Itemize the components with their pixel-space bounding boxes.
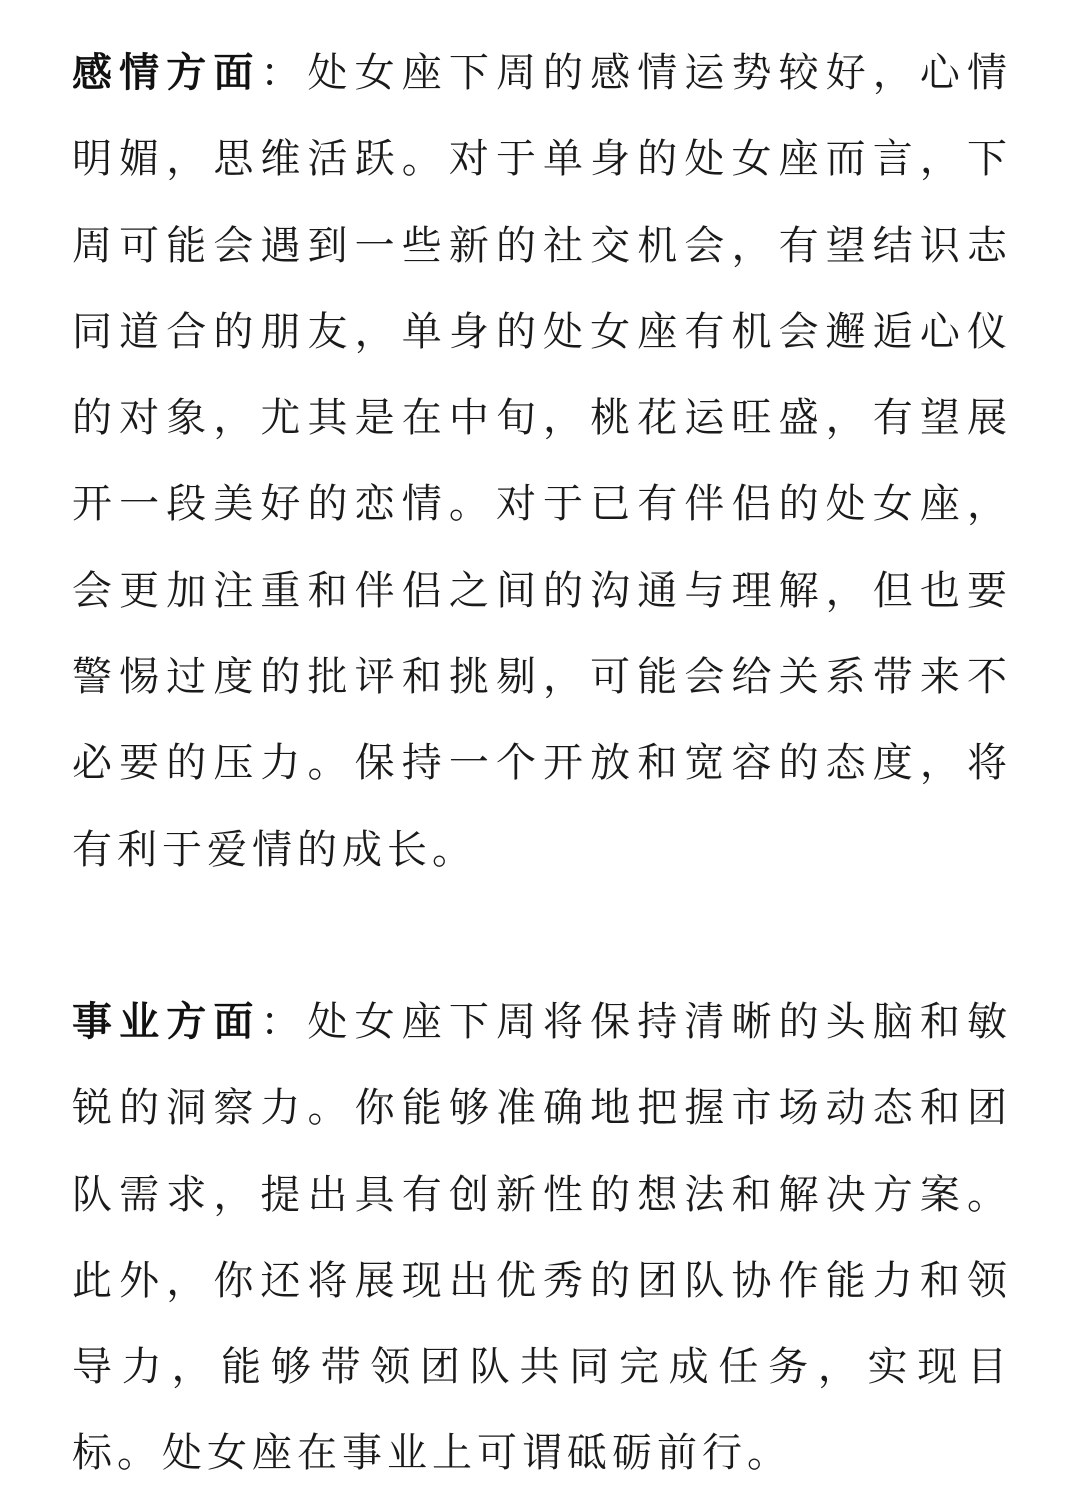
career-separator: ：	[260, 998, 308, 1045]
love-section	[72, 30, 1012, 893]
career-body: 处女座下周将保持清晰的头脑和敏锐的洞察力。你能够准确地把握市场动态和团队需求，提出具有创新性的想法和解决方案。此外，你还将展现出优秀的团队协作能力和领导力，能够带领团队共同完成任务，实现目标。处女座在事业上可谓砥砺前行。	[72, 998, 1013, 1477]
love-separator: ：	[260, 50, 308, 96]
career-section	[72, 979, 1012, 1497]
love-heading: 感情方面	[72, 50, 261, 96]
career-heading: 事业方面	[72, 998, 261, 1045]
love-body: 处女座下周的感情运势较好，心情明媚，思维活跃。对于单身的处女座而言，下周可能会遇到一些新的社交机会，有望结识志同道合的朋友，单身的处女座有机会邂逅心仪的对象，尤其是在中旬，桃花运旺盛，有望展开一段美好的恋情。对于已有伴侣的处女座，会更加注重和伴侣之间的沟通与理解，但也要警惕过度的批评和挑剔，可能会给关系带来不必要的压力。保持一个开放和宽容的态度，将有利于爱情的成长。	[72, 50, 1013, 873]
horoscope-article	[72, 30, 1012, 1497]
